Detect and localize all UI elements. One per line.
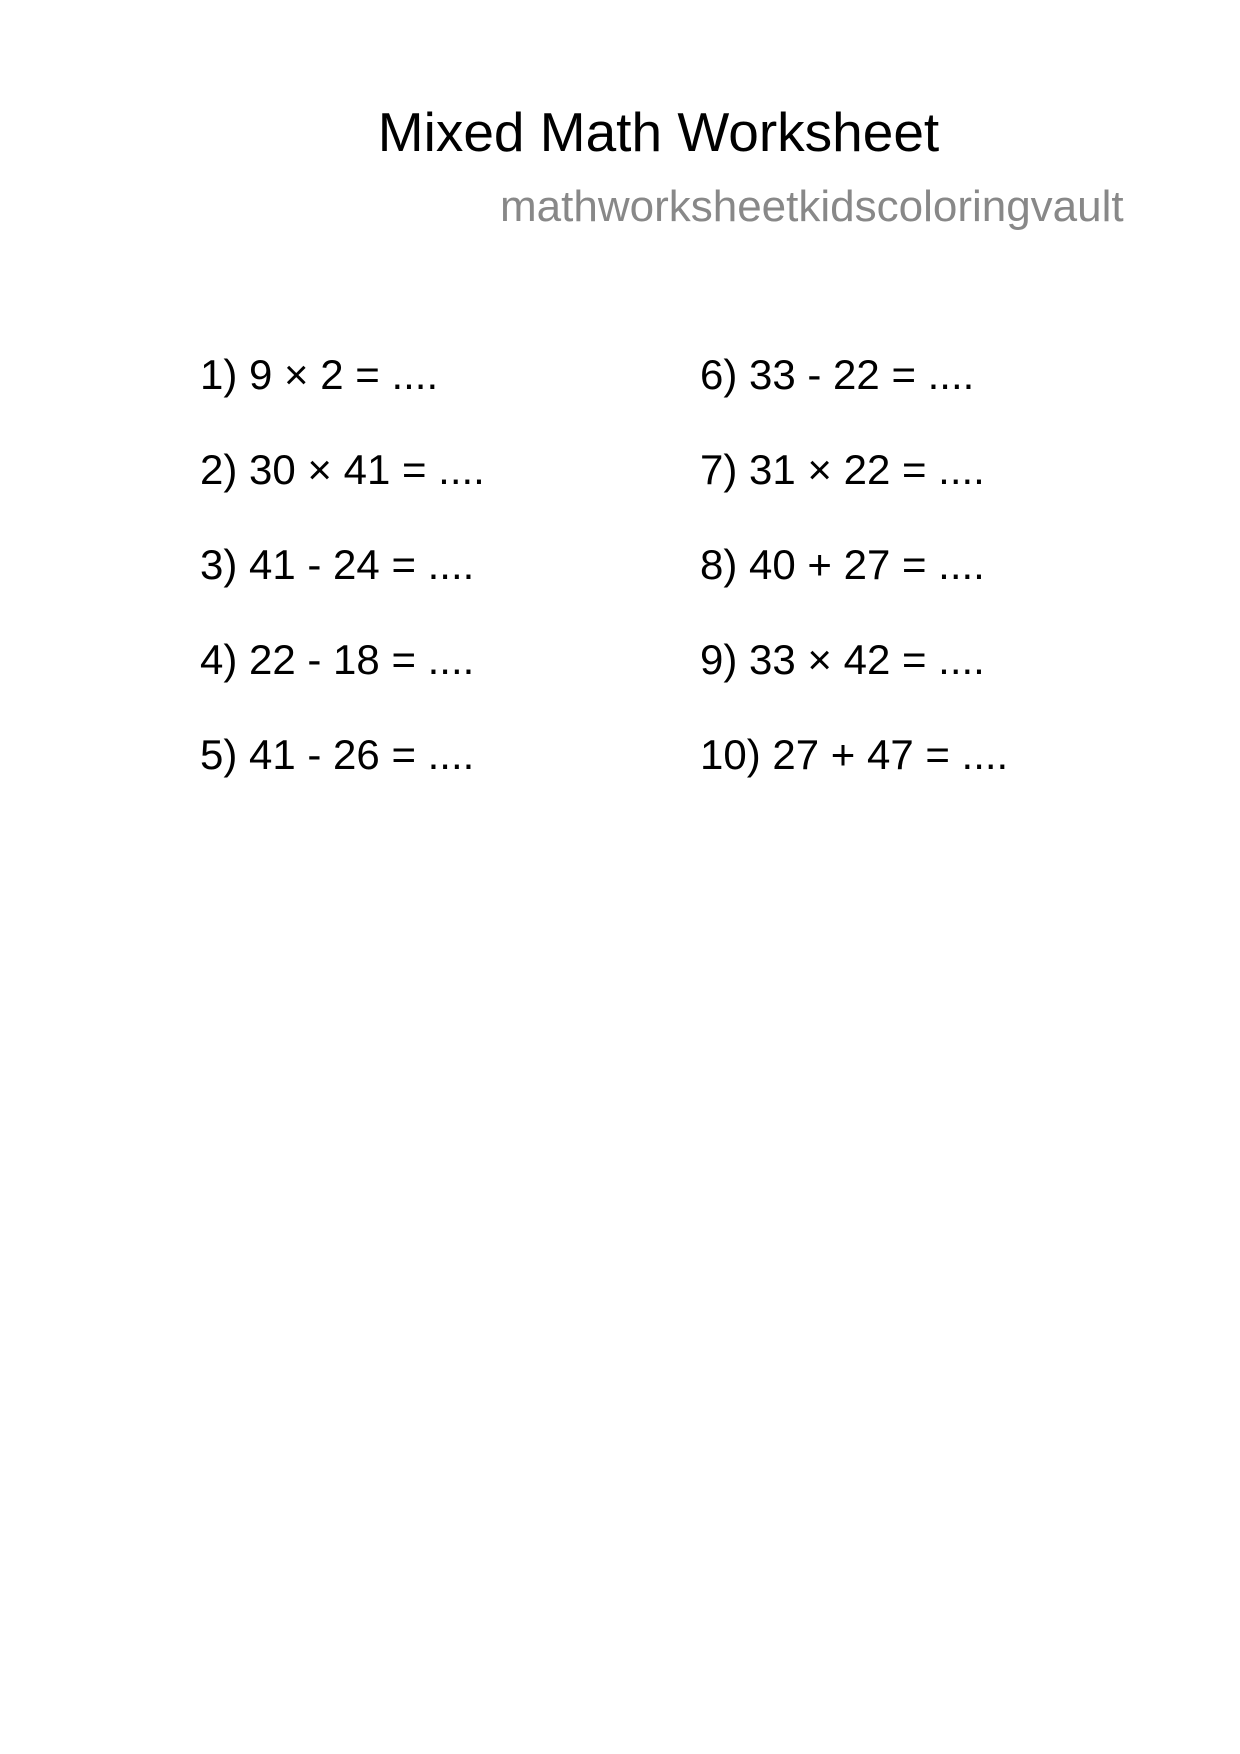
watermark-text: mathworksheetkidscoloringvault: [500, 182, 1124, 231]
problem-10: 10) 27 + 47 = ....: [700, 731, 1009, 778]
problem-8: 8) 40 + 27 = ....: [700, 541, 985, 588]
problem-1: 1) 9 × 2 = ....: [200, 351, 439, 398]
problem-7: 7) 31 × 22 = ....: [700, 446, 985, 493]
problem-column-left: [200, 345, 485, 820]
problem-4: 4) 22 - 18 = ....: [200, 636, 475, 683]
problem-column-right: [700, 345, 1008, 820]
problem-3: 3) 41 - 24 = ....: [200, 541, 475, 588]
problem-5: 5) 41 - 26 = ....: [200, 731, 475, 778]
page-title: Mixed Math Worksheet: [377, 101, 940, 163]
problem-9: 9) 33 × 42 = ....: [700, 636, 985, 683]
problem-6: 6) 33 - 22 = ....: [700, 351, 975, 398]
problem-2: 2) 30 × 41 = ....: [200, 446, 485, 493]
